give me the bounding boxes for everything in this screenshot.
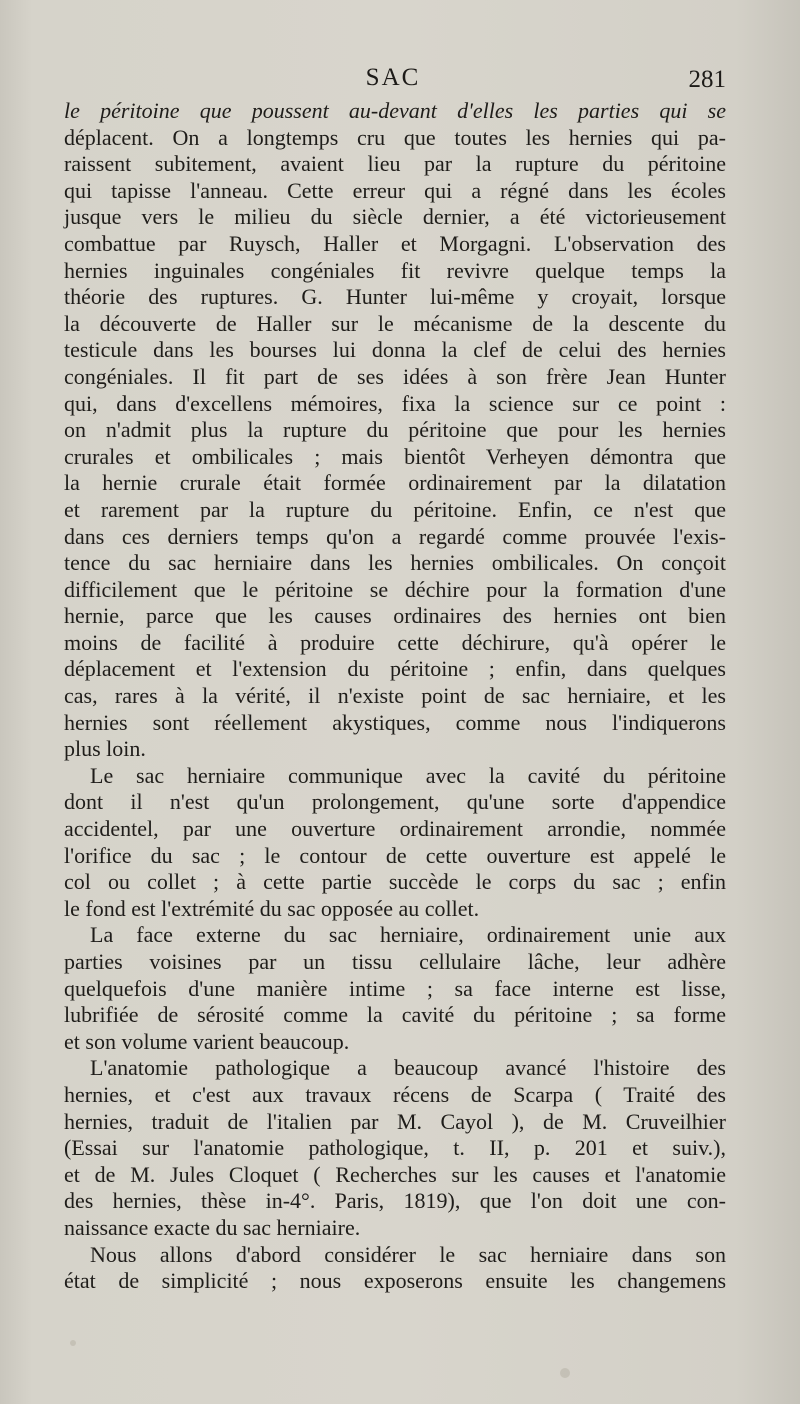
text-line: hernies, et c'est aux travaux récens de Scarpa ( Traité des bbox=[64, 1081, 726, 1107]
text-line: déplacement et l'extension du péritoine ; enfin, dans quelques bbox=[64, 656, 726, 682]
text-line: quelquefois d'une manière intime ; sa face interne est lisse, bbox=[64, 975, 726, 1001]
text-line: la hernie crurale était formée ordinairement par la dilatation bbox=[64, 470, 726, 496]
text-line: le fond est l'extrémité du sac opposée au collet. bbox=[64, 895, 480, 921]
text-line: Nous allons d'abord considérer le sac herniaire dans son bbox=[90, 1241, 726, 1267]
running-head bbox=[60, 62, 726, 98]
text-line: raissent subitement, avaient lieu par la rupture du péritoine bbox=[64, 151, 726, 177]
text-line: et de M. Jules Cloquet ( Recherches sur les causes et l'anatomie bbox=[64, 1161, 726, 1187]
text-line: le péritoine que poussent au-devant d'elles les parties qui se bbox=[64, 98, 726, 123]
text-line: l'orifice du sac ; le contour de cette ouverture est appelé le bbox=[64, 842, 726, 868]
text-line: L'anatomie pathologique a beaucoup avancé l'histoire des bbox=[90, 1055, 726, 1081]
text-line: des hernies, thèse in-4°. Paris, 1819), que l'on doit une con- bbox=[64, 1188, 726, 1214]
text-line: et rarement par la rupture du péritoine. Enfin, ce n'est que bbox=[64, 496, 726, 522]
text-line: dans ces derniers temps qu'on a regardé comme prouvée l'exis- bbox=[64, 523, 726, 549]
text-line: théorie des ruptures. G. Hunter lui-même y croyait, lorsque bbox=[64, 284, 726, 310]
text-line: cas, rares à la vérité, il n'existe point de sac herniaire, et les bbox=[64, 683, 726, 709]
text-line: hernie, parce que les causes ordinaires des hernies ont bien bbox=[64, 603, 726, 629]
text-line: La face externe du sac herniaire, ordinairement unie aux bbox=[90, 922, 726, 948]
text-line: combattue par Ruysch, Haller et Morgagni. L'observation des bbox=[64, 230, 726, 256]
text-line: difficilement que le péritoine se déchire pour la formation d'une bbox=[64, 576, 726, 602]
text-line: naissance exacte du sac herniaire. bbox=[64, 1214, 361, 1240]
body-text bbox=[64, 98, 726, 1295]
text-line: jusque vers le milieu du siècle dernier, a été victorieusement bbox=[64, 204, 726, 230]
text-line: (Essai sur l'anatomie pathologique, t. II, p. 201 et suiv.), bbox=[64, 1135, 726, 1161]
text-line: Le sac herniaire communique avec la cavité du péritoine bbox=[90, 762, 726, 788]
text-line: hernies, traduit de l'italien par M. Cayol ), de M. Cruveilhier bbox=[64, 1108, 726, 1134]
text-line: déplacent. On a longtemps cru que toutes les hernies qui pa- bbox=[64, 124, 726, 150]
text-line: et son volume varient beaucoup. bbox=[64, 1028, 350, 1054]
text-line: état de simplicité ; nous exposerons ensuite les changemens bbox=[64, 1268, 726, 1294]
running-title: SAC bbox=[365, 64, 421, 91]
text-line: accidentel, par une ouverture ordinairement arrondie, nommée bbox=[64, 816, 726, 842]
page-number: 281 bbox=[688, 66, 726, 93]
text-line: hernies inguinales congéniales fit revivre quelque temps la bbox=[64, 257, 726, 283]
text-line: moins de facilité à produire cette déchirure, qu'à opérer le bbox=[64, 629, 726, 655]
paper-blemish bbox=[560, 1368, 570, 1378]
text-line: plus loin. bbox=[64, 736, 146, 762]
text-line: qui, dans d'excellens mémoires, fixa la science sur ce point : bbox=[64, 390, 726, 416]
text-line: la découverte de Haller sur le mécanisme de la descente du bbox=[64, 310, 726, 336]
paper-blemish bbox=[70, 1340, 76, 1346]
text-line: hernies sont réellement akystiques, comme nous l'indiquerons bbox=[64, 709, 726, 735]
text-line: qui tapisse l'anneau. Cette erreur qui a régné dans les écoles bbox=[64, 177, 726, 203]
text-line: on n'admit plus la rupture du péritoine que pour les hernies bbox=[64, 417, 726, 443]
text-line: congéniales. Il fit part de ses idées à son frère Jean Hunter bbox=[64, 363, 726, 389]
text-line: parties voisines par un tissu cellulaire lâche, leur adhère bbox=[64, 949, 726, 974]
text-line: col ou collet ; à cette partie succède le corps du sac ; enfin bbox=[64, 869, 726, 895]
text-line: dont il n'est qu'un prolongement, qu'une sorte d'appendice bbox=[64, 789, 726, 815]
text-line: tence du sac herniaire dans les hernies ombilicales. On conçoit bbox=[64, 550, 726, 576]
text-line: lubrifiée de sérosité comme la cavité du péritoine ; sa forme bbox=[64, 1002, 726, 1028]
text-line: crurales et ombilicales ; mais bientôt Verheyen démontra que bbox=[64, 443, 726, 469]
text-line: testicule dans les bourses lui donna la clef de celui des hernies bbox=[64, 337, 726, 363]
